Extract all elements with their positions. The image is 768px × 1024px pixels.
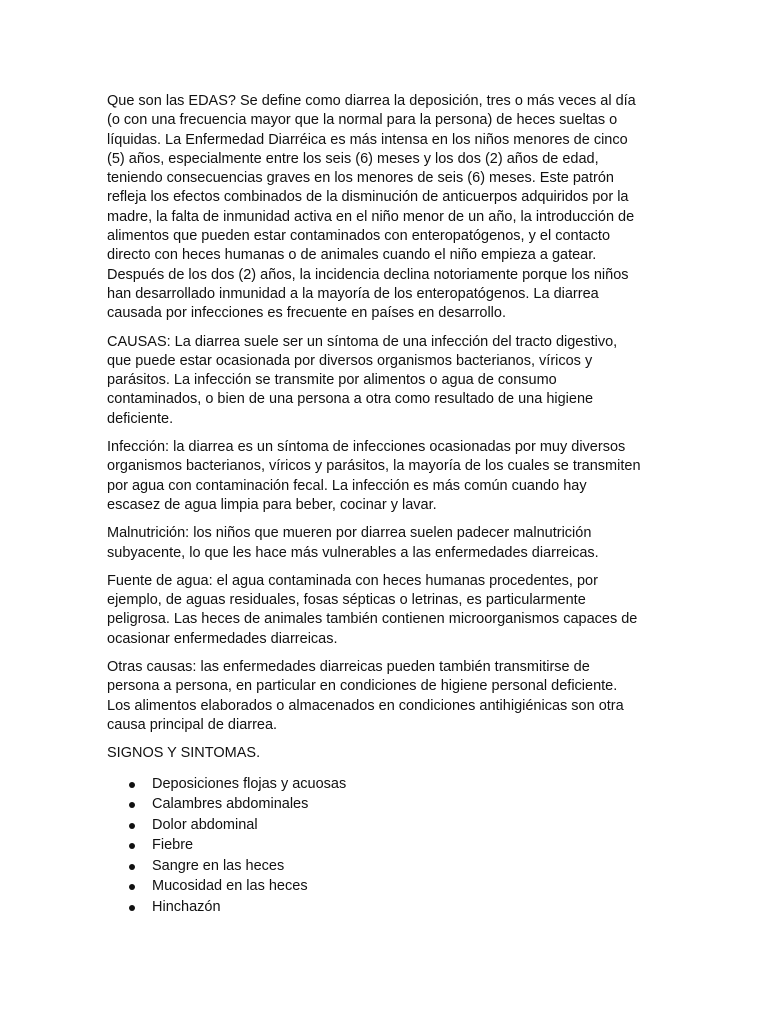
body-paragraph: [107, 572, 667, 649]
paragraph-line: Después de los dos (2) años, la incidencia declina notoriamente porque los niños: [107, 266, 629, 283]
paragraph-line: (o con una frecuencia mayor que la normal para la persona) de heces sueltas o: [107, 112, 618, 129]
paragraph-line: causada por infecciones es frecuente en países en desarrollo.: [107, 305, 506, 322]
bullet-icon: [129, 905, 135, 911]
body-paragraph: [107, 524, 667, 563]
list-item: [107, 876, 667, 897]
paragraph-line: madre, la falta de inmunidad activa en el niño menor de un año, la introducción de: [107, 208, 635, 225]
paragraphs-container: [107, 92, 667, 735]
list-item: [107, 794, 667, 815]
paragraph-line: han desarrollado inmunidad a la mayoría de los enteropatógenos. La diarrea: [107, 285, 599, 302]
paragraph-line: que puede estar ocasionada por diversos organismos bacterianos, víricos y: [107, 352, 593, 369]
document-body: [107, 92, 667, 917]
list-item-text: Deposiciones flojas y acuosas: [152, 775, 347, 792]
paragraph-line: directo con heces humanas o de animales cuando el niño empieza a gatear.: [107, 247, 597, 264]
paragraph-line: persona a persona, en particular en condiciones de higiene personal deficiente.: [107, 678, 618, 695]
paragraph-line: Que son las EDAS? Se define como diarrea la deposición, tres o más veces al día: [107, 93, 636, 109]
paragraph-line: Malnutrición: los niños que mueren por diarrea suelen padecer malnutrición: [107, 525, 592, 542]
paragraph-line: CAUSAS: La diarrea suele ser un síntoma de una infección del tracto digestivo,: [107, 333, 618, 350]
paragraph-line: (5) años, especialmente entre los seis (6) meses y los dos (2) años de edad,: [107, 150, 599, 167]
bullet-icon: [129, 843, 135, 849]
paragraph-line: ejemplo, de aguas residuales, fosas sépticas o letrinas, es particularmente: [107, 592, 586, 609]
list-item-text: Hinchazón: [152, 898, 221, 915]
body-paragraph: [107, 658, 667, 735]
bullet-icon: [129, 884, 135, 890]
paragraph-line: subyacente, lo que les hace más vulnerables a las enfermedades diarreicas.: [107, 544, 599, 561]
list-item: [107, 856, 667, 877]
list-item-text: Calambres abdominales: [152, 796, 309, 812]
bullet-icon: [129, 823, 135, 829]
body-paragraph: [107, 92, 667, 324]
paragraph-line: por agua con contaminación fecal. La infección es más común cuando hay: [107, 477, 587, 494]
list-item-text: Fiebre: [152, 837, 194, 853]
body-paragraph: [107, 438, 667, 515]
paragraph-line: causa principal de diarrea.: [107, 716, 278, 733]
bullet-icon: [129, 782, 135, 788]
list-item: [107, 897, 667, 918]
paragraph-line: líquidas. La Enfermedad Diarréica es más intensa en los niños menores de cinco: [107, 131, 628, 148]
body-paragraph: [107, 333, 667, 429]
list-item: [107, 774, 667, 795]
list-item-text: Sangre en las heces: [152, 857, 285, 874]
paragraph-line: escasez de agua limpia para beber, cocinar y lavar.: [107, 496, 437, 513]
paragraph-line: refleja los efectos combinados de la disminución de anticuerpos adquiridos por la: [107, 189, 629, 206]
paragraph-line: Fuente de agua: el agua contaminada con heces humanas procedentes, por: [107, 572, 598, 589]
paragraph-line: ocasionar enfermedades diarreicas.: [107, 630, 338, 647]
paragraph-line: alimentos que pueden estar contaminados con enteropatógenos, y el contacto: [107, 228, 611, 245]
list-item: [107, 835, 667, 856]
bullet-icon: [129, 864, 135, 870]
signs-list: [107, 774, 667, 918]
list-item: [107, 815, 667, 836]
paragraph-line: Los alimentos elaborados o almacenados en condiciones antihigiénicas son otra: [107, 697, 624, 714]
paragraph-line: organismos bacterianos, víricos y parásitos, la mayoría de los cuales se transmiten: [107, 458, 641, 475]
paragraph-line: parásitos. La infección se transmite por alimentos o agua de consumo: [107, 372, 557, 389]
bullet-icon: [129, 802, 135, 808]
paragraph-line: Otras causas: las enfermedades diarreicas pueden también transmitirse de: [107, 659, 590, 676]
paragraph-line: contaminados, o bien de una persona a otra como resultado de una higiene: [107, 391, 594, 408]
list-item-text: Mucosidad en las heces: [152, 878, 308, 894]
list-item-text: Dolor abdominal: [152, 816, 258, 833]
paragraph-line: Infección: la diarrea es un síntoma de infecciones ocasionadas por muy diversos: [107, 439, 626, 456]
paragraph-line: peligrosa. Las heces de animales también contienen microorganismos capaces de: [107, 611, 638, 628]
signs-heading: SIGNOS Y SINTOMAS.: [107, 745, 261, 762]
paragraph-line: teniendo consecuencias graves en los menores de seis (6) meses. Este patrón: [107, 170, 614, 187]
paragraph-line: deficiente.: [107, 410, 174, 427]
